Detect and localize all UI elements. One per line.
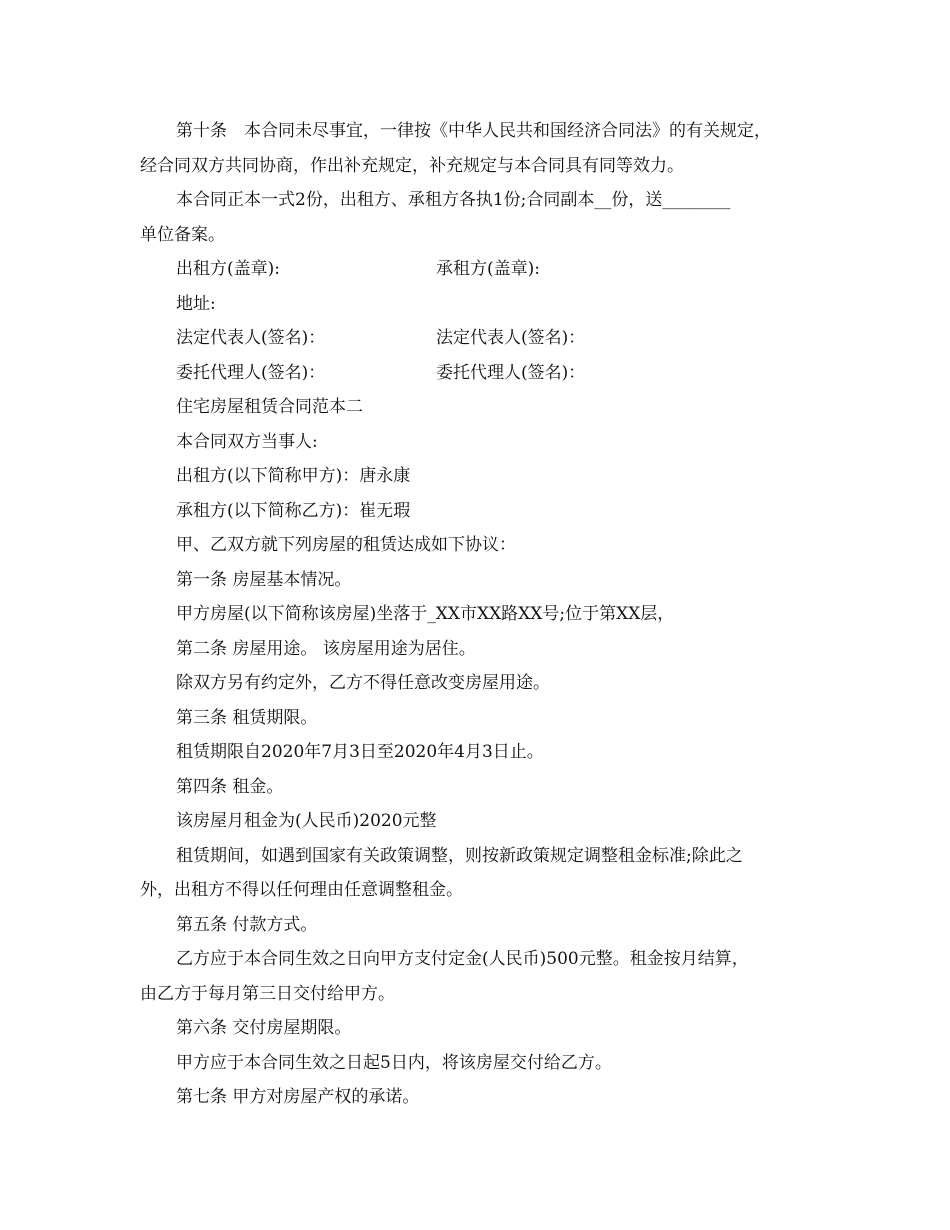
agreement-intro: 甲、乙双方就下列房屋的租赁达成如下协议： <box>176 535 516 555</box>
clause-2-body: 除双方另有约定外，乙方不得任意改变房屋用途。 <box>176 673 550 693</box>
agent-left-label: 委托代理人(签名)： <box>176 363 326 383</box>
clause-10-line-2: 经合同双方共同协商，作出补充规定，补充规定与本合同具有同等效力。 <box>140 156 684 176</box>
clause-10-line-1: 第十条 本合同未尽事宜，一律按《中华人民共和国经济合同法》的有关规定， <box>176 121 771 141</box>
clause-1-body: 甲方房屋(以下简称该房屋)坐落于_XX市XX路XX号;位于第XX层， <box>176 604 675 624</box>
parties-heading: 本合同双方当事人: <box>176 432 318 452</box>
clause-5-body-1: 乙方应于本合同生效之日向甲方支付定金(人民币)500元整。租金按月结算， <box>176 949 749 969</box>
lessor-seal-label: 出租方(盖章): <box>176 259 280 279</box>
party-b-line: 承租方(以下简称乙方)：崔无瑕 <box>176 501 411 521</box>
lessee-seal-label: 承租方(盖章): <box>436 259 540 279</box>
party-a-line: 出租方(以下简称甲方)：唐永康 <box>176 466 411 486</box>
clause-6-heading: 第六条 交付房屋期限。 <box>176 1018 352 1038</box>
legal-rep-right-label: 法定代表人(签名)： <box>436 328 586 348</box>
legal-rep-left-label: 法定代表人(签名)： <box>176 328 326 348</box>
clause-5-body-2: 由乙方于每月第三日交付给甲方。 <box>140 984 395 1004</box>
agent-right-label: 委托代理人(签名)： <box>436 363 586 383</box>
clause-3-heading: 第三条 租赁期限。 <box>176 708 318 728</box>
clause-2-heading: 第二条 房屋用途。 该房屋用途为居住。 <box>176 639 476 659</box>
clause-4-body-2: 租赁期间，如遇到国家有关政策调整，则按新政策规定调整租金标准;除此之 <box>176 846 743 866</box>
copies-line-1: 本合同正本一式2份，出租方、承租方各执1份;合同副本__份，送________ <box>176 190 731 210</box>
address-label: 地址: <box>176 294 216 314</box>
copies-line-2: 单位备案。 <box>140 225 225 245</box>
clause-4-heading: 第四条 租金。 <box>176 777 284 797</box>
clause-4-body-1: 该房屋月租金为(人民币)2020元整 <box>176 811 437 831</box>
clause-6-body: 甲方应于本合同生效之日起5日内，将该房屋交付给乙方。 <box>176 1053 612 1073</box>
clause-1-heading: 第一条 房屋基本情况。 <box>176 570 352 590</box>
clause-4-body-3: 外，出租方不得以任何理由任意调整租金。 <box>140 880 463 900</box>
clause-3-body: 租赁期限自2020年7月3日至2020年4月3日止。 <box>176 742 544 762</box>
contract-title: 住宅房屋租赁合同范本二 <box>176 397 363 417</box>
clause-5-heading: 第五条 付款方式。 <box>176 915 318 935</box>
clause-7-heading: 第七条 甲方对房屋产权的承诺。 <box>176 1087 420 1107</box>
